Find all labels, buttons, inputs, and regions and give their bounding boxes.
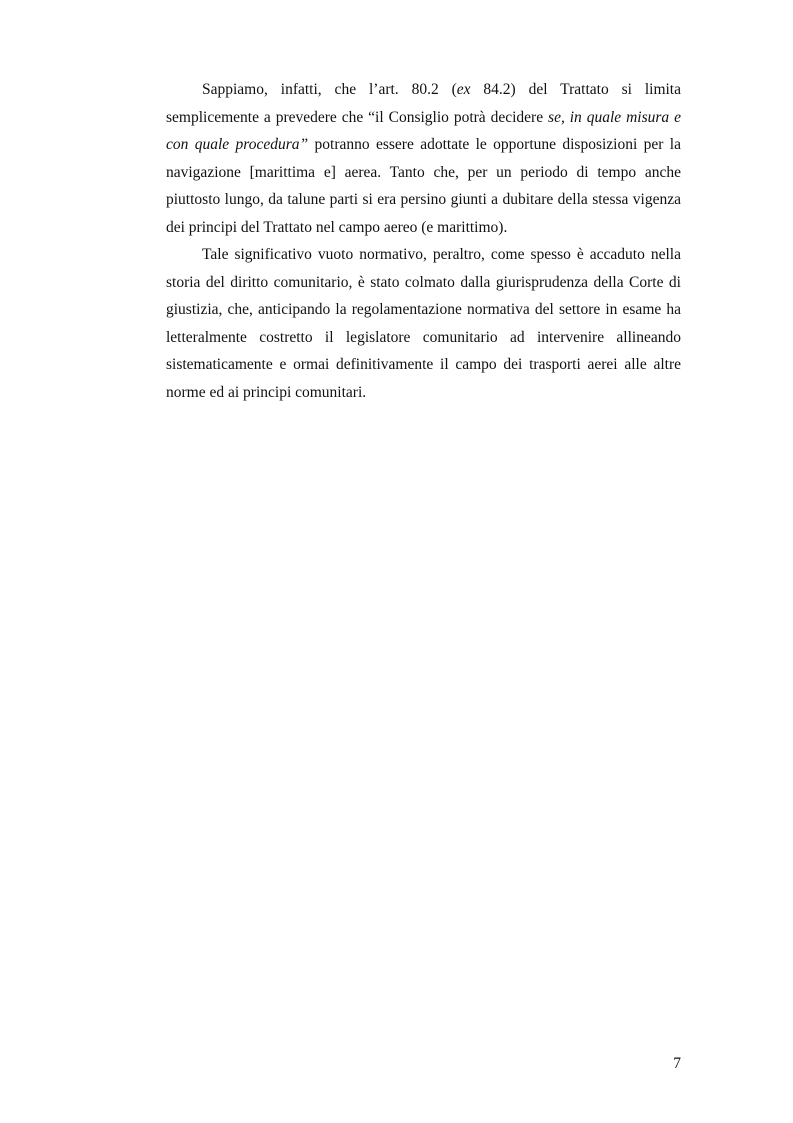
- p1-text-b-italic: ex: [456, 81, 471, 98]
- page-number: 7: [673, 1055, 681, 1072]
- document-body: [166, 76, 681, 406]
- paragraph-2: [166, 241, 681, 406]
- p1-text-d-italic: se, in quale misura e con quale procedura”: [166, 108, 681, 153]
- p1-text-a: Sappiamo, infatti, che l’art. 80.2 (: [202, 81, 457, 98]
- p1-text-c: 84.2) del Trattato si limita semplicemente a prevedere che “il Consiglio potrà decidere: [166, 81, 681, 126]
- paragraph-1: [166, 76, 681, 241]
- p2-text-a: Tale significativo vuoto normativo, peraltro, come spesso è accaduto nella storia del diritto comunitario, è stato colmato dalla giurisprudenza della Corte di giustizia, che, anticipando la regolamentazione normativa del settore in esame ha letteralmente costretto il legislatore comunitario ad intervenire allineando sistematicamente e ormai definitivamente il campo dei trasporti aerei alle altre norme ed ai principi comunitari.: [166, 246, 681, 401]
- p1-text-e: potranno essere adottate le opportune disposizioni per la navigazione [marittima e] aerea. Tanto che, per un periodo di tempo anche piuttosto lungo, da talune parti si era persino giunti a dubitare della stessa vigenza dei principi del Trattato nel campo aereo (e marittimo).: [166, 136, 681, 236]
